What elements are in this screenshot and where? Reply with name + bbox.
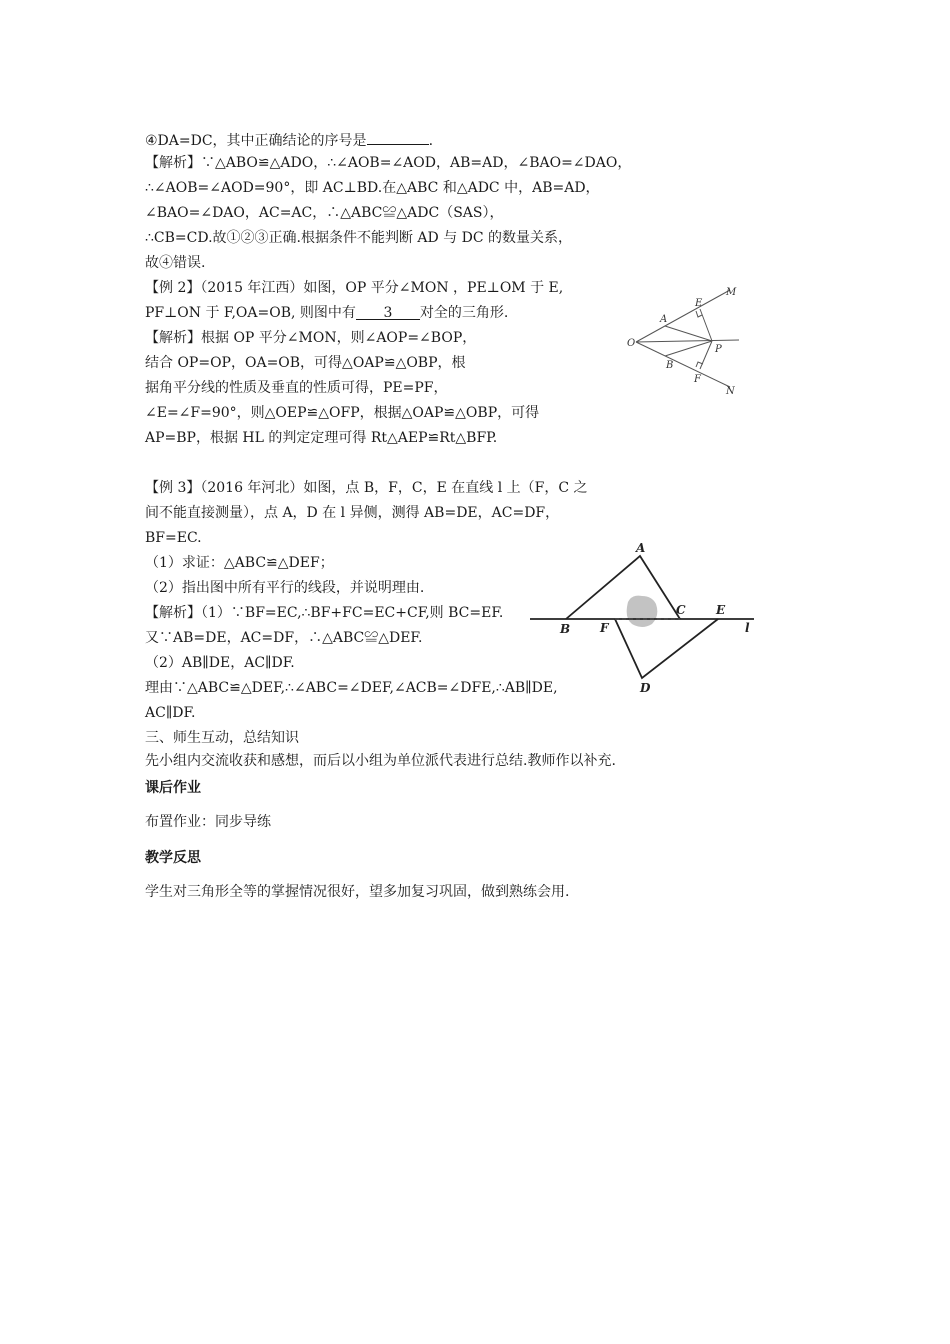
text: 对全的三角形. — [419, 305, 509, 321]
homework-title: 课后作业 — [145, 780, 201, 796]
line-9: 【解析】根据 OP 平分∠MON，则∠AOP=∠BOP， — [145, 330, 477, 346]
line-10: 结合 OP=OP，OA=OB，可得△OAP≌△OBP，根 — [145, 355, 466, 371]
label-f: F — [600, 621, 609, 635]
line-8 — [145, 303, 508, 323]
label-b: B — [560, 622, 571, 636]
line-20: 又∵AB=DE，AC=DF，∴△ABC≌△DEF. — [145, 630, 423, 646]
line-11: 据角平分线的性质及垂直的性质可得，PE=PF， — [145, 380, 448, 396]
line-12: ∠E=∠F=90°，则△OEP≌△OFP，根据△OAP≌△OBP，可得 — [145, 405, 540, 421]
label-e: E — [695, 298, 703, 309]
triangles-on-line-figure — [528, 540, 758, 698]
answer-blank — [367, 128, 429, 145]
label-o: O — [627, 338, 636, 349]
line-7: 【例 2】（2015 年江西）如图，OP 平分∠MON ，PE⊥OM 于 E, — [145, 280, 564, 296]
label-b: B — [666, 360, 674, 371]
text: . — [428, 133, 434, 149]
segment-fp — [700, 341, 712, 369]
line-13: AP=BP，根据 HL 的判定定理可得 Rt△AEP≌Rt△BFP. — [145, 430, 498, 446]
segment-ep — [700, 309, 712, 341]
angle-bisector-figure — [622, 282, 746, 400]
label-p: P — [715, 344, 722, 355]
ray-op — [636, 340, 739, 342]
line-25: 先小组内交流收获和感想，而后以小组为单位派代表进行总结.教师作以补充. — [145, 753, 616, 769]
reflection-title: 教学反思 — [145, 850, 201, 866]
homework-text: 布置作业：同步导练 — [145, 814, 271, 830]
line-14: 【例 3】（2016 年河北）如图，点 B，F，C，E 在直线 l 上（F，C 之 — [145, 480, 588, 496]
line-16: BF=EC. — [145, 530, 202, 546]
triangle-abc — [566, 556, 680, 619]
answer-blank: 3 — [356, 303, 420, 320]
label-e: E — [716, 603, 726, 617]
label-n: N — [726, 386, 735, 397]
line-1 — [145, 128, 433, 151]
obstacle-blob — [627, 596, 658, 627]
line-18: （2）指出图中所有平行的线段，并说明理由. — [145, 580, 425, 596]
ray-om — [636, 290, 730, 342]
label-f: F — [694, 374, 701, 385]
line-6: 故④错误. — [145, 255, 206, 271]
reflection-text: 学生对三角形全等的掌握情况很好，望多加复习巩固，做到熟练会用. — [145, 884, 570, 900]
label-l: l — [745, 621, 750, 635]
segment-bp — [665, 341, 712, 356]
line-21: （2）AB∥DE，AC∥DF. — [145, 655, 295, 671]
line-22: 理由∵△ABC≌△DEF,∴∠ABC=∠DEF,∠ACB=∠DFE,∴AB∥DE, — [145, 680, 558, 696]
label-a: A — [636, 541, 646, 555]
line-2: 【解析】∵△ABO≌△ADO，∴∠AOB=∠AOD，AB=AD，∠BAO=∠DAO， — [145, 155, 632, 171]
label-d: D — [640, 681, 651, 695]
label-m: M — [726, 287, 737, 298]
segment-ap — [665, 326, 712, 341]
line-3: ∴∠AOB=∠AOD=90°，即 AC⊥BD.在△ABC 和△ADC 中，AB=AD， — [145, 180, 600, 196]
line-15: 间不能直接测量），点 A，D 在 l 异侧，测得 AB=DE，AC=DF， — [145, 505, 560, 521]
label-c: C — [676, 603, 686, 617]
triangle-def — [615, 619, 718, 678]
line-5: ∴CB=CD.故①②③正确.根据条件不能判断 AD 与 DC 的数量关系， — [145, 230, 573, 246]
line-4: ∠BAO=∠DAO，AC=AC，∴△ABC≌△ADC（SAS）， — [145, 205, 504, 221]
line-23: AC∥DF. — [145, 705, 196, 721]
text: PF⊥ON 于 F,OA=OB, 则图中有 — [145, 305, 356, 321]
line-19: 【解析】（1）∵BF=EC,∴BF+FC=EC+CF,则 BC=EF. — [145, 605, 504, 621]
label-a: A — [660, 314, 668, 325]
line-24: 三、师生互动，总结知识 — [145, 730, 299, 746]
line-17: （1）求证：△ABC≌△DEF； — [145, 555, 334, 571]
text: ④DA=DC，其中正确结论的序号是 — [145, 133, 367, 149]
